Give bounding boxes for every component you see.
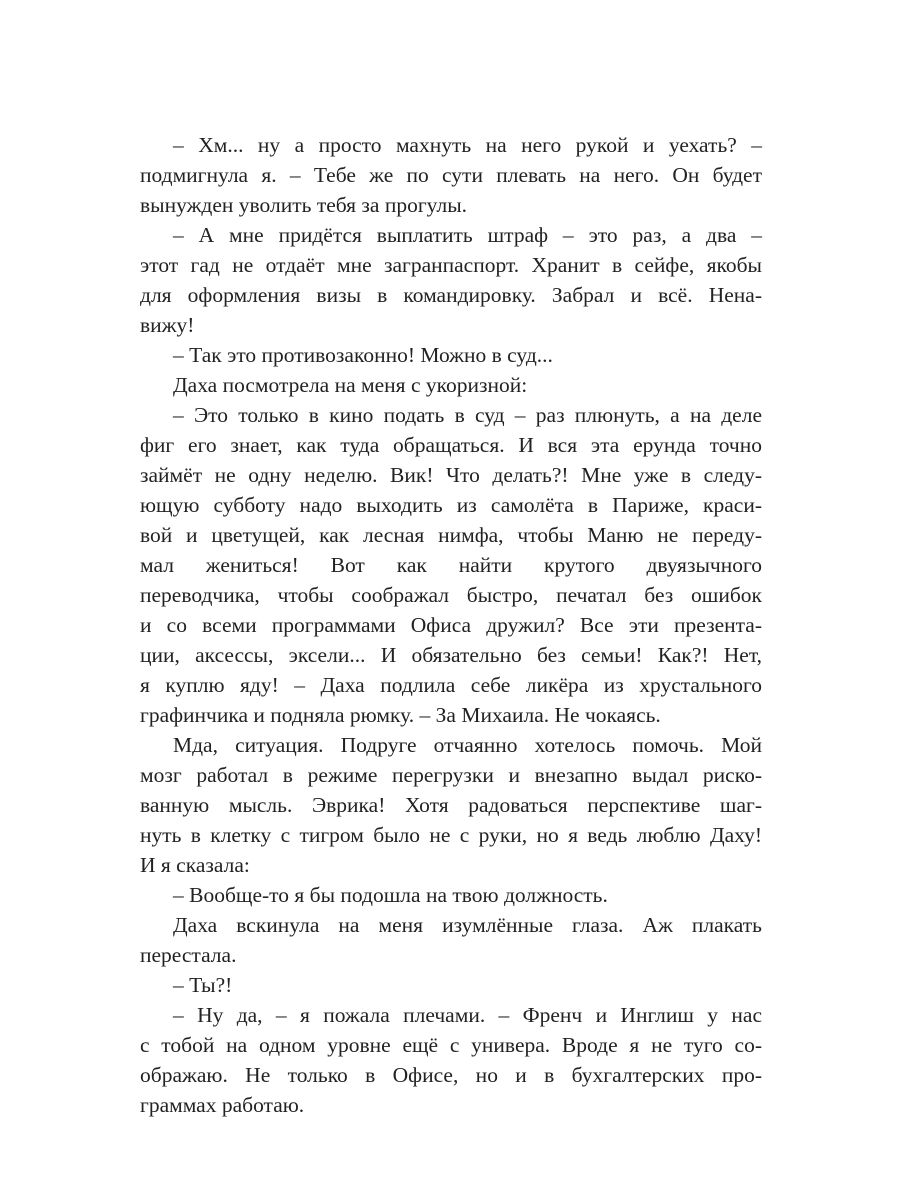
text-line: вижу!	[140, 313, 195, 337]
text-line: ции, аксессы, эксели... И обязательно без семьи! Как?! Нет,	[140, 643, 762, 667]
paragraph	[140, 970, 762, 1000]
text-line: – А мне придётся выплатить штраф – это раз, а два –	[173, 223, 762, 247]
paragraph	[140, 130, 762, 220]
text-line: – Так это противозаконно! Можно в суд...	[173, 343, 553, 367]
text-line: фиг его знает, как туда обращаться. И вся эта ерунда точно	[140, 433, 762, 457]
paragraph	[140, 370, 762, 400]
paragraph	[140, 400, 762, 730]
paragraph	[140, 880, 762, 910]
text-line: для оформления визы в командировку. Забрал и всё. Нена-	[140, 283, 762, 307]
text-line: вынужден уволить тебя за прогулы.	[140, 193, 468, 217]
text-line: граммах работаю.	[140, 1093, 305, 1117]
text-line: мал жениться! Вот как найти крутого двуязычного	[140, 553, 762, 577]
text-line: переводчика, чтобы соображал быстро, печатал без ошибок	[140, 583, 762, 607]
text-line: подмигнула я. – Тебе же по сути плевать на него. Он будет	[140, 163, 762, 187]
paragraph	[140, 1000, 762, 1120]
text-line: – Ты?!	[173, 973, 233, 997]
text-line: ванную мысль. Эврика! Хотя радоваться перспективе шаг-	[140, 793, 762, 817]
text-line: я куплю яду! – Даха подлила себе ликёра из хрустального	[140, 673, 762, 697]
paragraph	[140, 340, 762, 370]
text-line: вой и цветущей, как лесная нимфа, чтобы Маню не переду-	[140, 523, 762, 547]
text-line: – Хм... ну а просто махнуть на него рукой и уехать? –	[173, 133, 762, 157]
text-line: перестала.	[140, 943, 237, 967]
text-line: мозг работал в режиме перегрузки и внезапно выдал риско-	[140, 763, 762, 787]
text-line: ющую субботу надо выходить из самолёта в Париже, краси-	[140, 493, 762, 517]
text-line: графинчика и подняла рюмку. – За Михаила. Не чокаясь.	[140, 703, 661, 727]
book-page-text	[140, 130, 762, 1120]
text-line: – Вообще-то я бы подошла на твою должность.	[173, 883, 608, 907]
paragraph	[140, 730, 762, 880]
text-line: Мда, ситуация. Подруге отчаянно хотелось помочь. Мой	[173, 733, 762, 757]
text-line: – Ну да, – я пожала плечами. – Френч и Инглиш у нас	[173, 1003, 762, 1027]
text-line: – Это только в кино подать в суд – раз плюнуть, а на деле	[173, 403, 762, 427]
text-line: и со всеми программами Офиса дружил? Все эти презента-	[140, 613, 762, 637]
text-line: этот гад не отдаёт мне загранпаспорт. Хранит в сейфе, якобы	[140, 253, 762, 277]
paragraph	[140, 910, 762, 970]
text-line: И я сказала:	[140, 853, 250, 877]
paragraph	[140, 220, 762, 340]
text-line: займёт не одну неделю. Вик! Что делать?! Мне уже в следу-	[140, 463, 762, 487]
text-line: с тобой на одном уровне ещё с универа. Вроде я не туго со-	[140, 1033, 762, 1057]
text-line: Даха вскинула на меня изумлённые глаза. Аж плакать	[173, 913, 762, 937]
text-line: нуть в клетку с тигром было не с руки, но я ведь люблю Даху!	[140, 823, 762, 847]
text-line: ображаю. Не только в Офисе, но и в бухгалтерских про-	[140, 1063, 762, 1087]
text-line: Даха посмотрела на меня с укоризной:	[173, 373, 528, 397]
